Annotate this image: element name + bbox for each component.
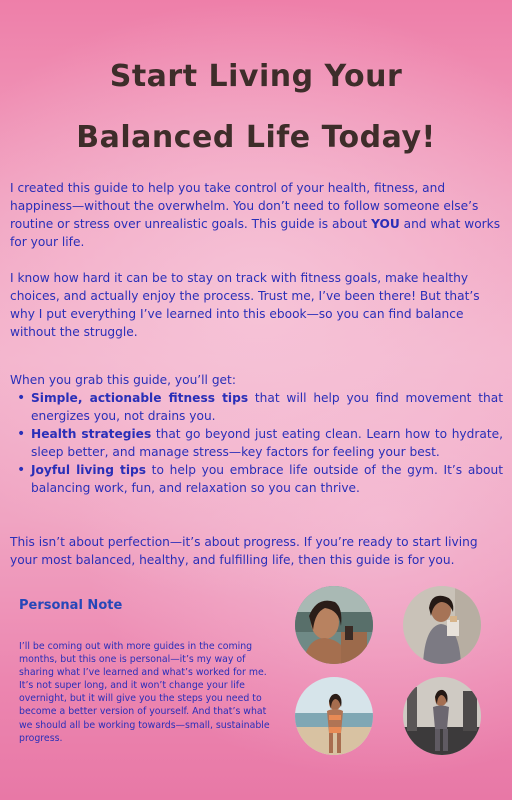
photo-outdoor-selfie	[295, 586, 373, 664]
benefit-title: Simple, actionable fitness tips	[31, 391, 249, 405]
personal-note-body: I’ll be coming out with more guides in the coming months, but this one is personal—it’s my way of sharing what I’ve learned and what’s worked for me. It’s not super long, and it won’t change your life overnight, but it will give you the steps you need to become a better version of yourself. And that’s what we should all be working towards—small, sustainable progress.	[19, 641, 270, 744]
list-item	[31, 389, 503, 425]
photo-beach	[295, 677, 373, 755]
benefits-lead: When you grab this guide, you’ll get:	[10, 373, 236, 387]
photo-gym	[403, 677, 481, 755]
title-line-1: Start Living Your	[109, 59, 403, 94]
benefit-description: that go beyond just eating clean. Learn how to hydrate, sleep better, and manage stress—key factors for feeling your best.	[31, 427, 503, 459]
photo-mirror-selfie	[403, 586, 481, 664]
benefit-title: Health strategies	[31, 427, 152, 441]
intro-text-start: I created this guide to help you take control of your health, fitness, and happiness—without the overwhelm. You don’t need to follow someone else’s routine or stress over unrealistic goals. This guide is about	[10, 181, 479, 231]
benefit-description: that will help you find movement that energizes you, not drains you.	[31, 391, 503, 423]
personal-note-heading: Personal Note	[19, 598, 123, 613]
intro-text-end: and what works for your life.	[10, 217, 501, 249]
closing-paragraph: This isn’t about perfection—it’s about progress. If you’re ready to start living your most balanced, healthy, and fulfilling life, then this guide is for you.	[10, 535, 478, 567]
page-title	[0, 46, 512, 168]
benefit-title: Joyful living tips	[31, 463, 146, 477]
benefit-description: to help you embrace life outside of the gym. It’s about balancing work, fun, and relaxation so you can thrive.	[31, 463, 503, 495]
list-item	[31, 425, 503, 461]
title-line-2: Balanced Life Today!	[76, 120, 436, 155]
intro-paragraph	[10, 179, 504, 251]
list-item	[31, 461, 503, 497]
benefits-list	[31, 389, 503, 497]
intro-emphasis: YOU	[371, 217, 400, 231]
struggle-paragraph: I know how hard it can be to stay on track with fitness goals, make healthy choices, and actually enjoy the process. Trust me, I’ve been there! But that’s why I put everything I’ve learned into this ebook—so you can find balance without the struggle.	[10, 271, 480, 339]
